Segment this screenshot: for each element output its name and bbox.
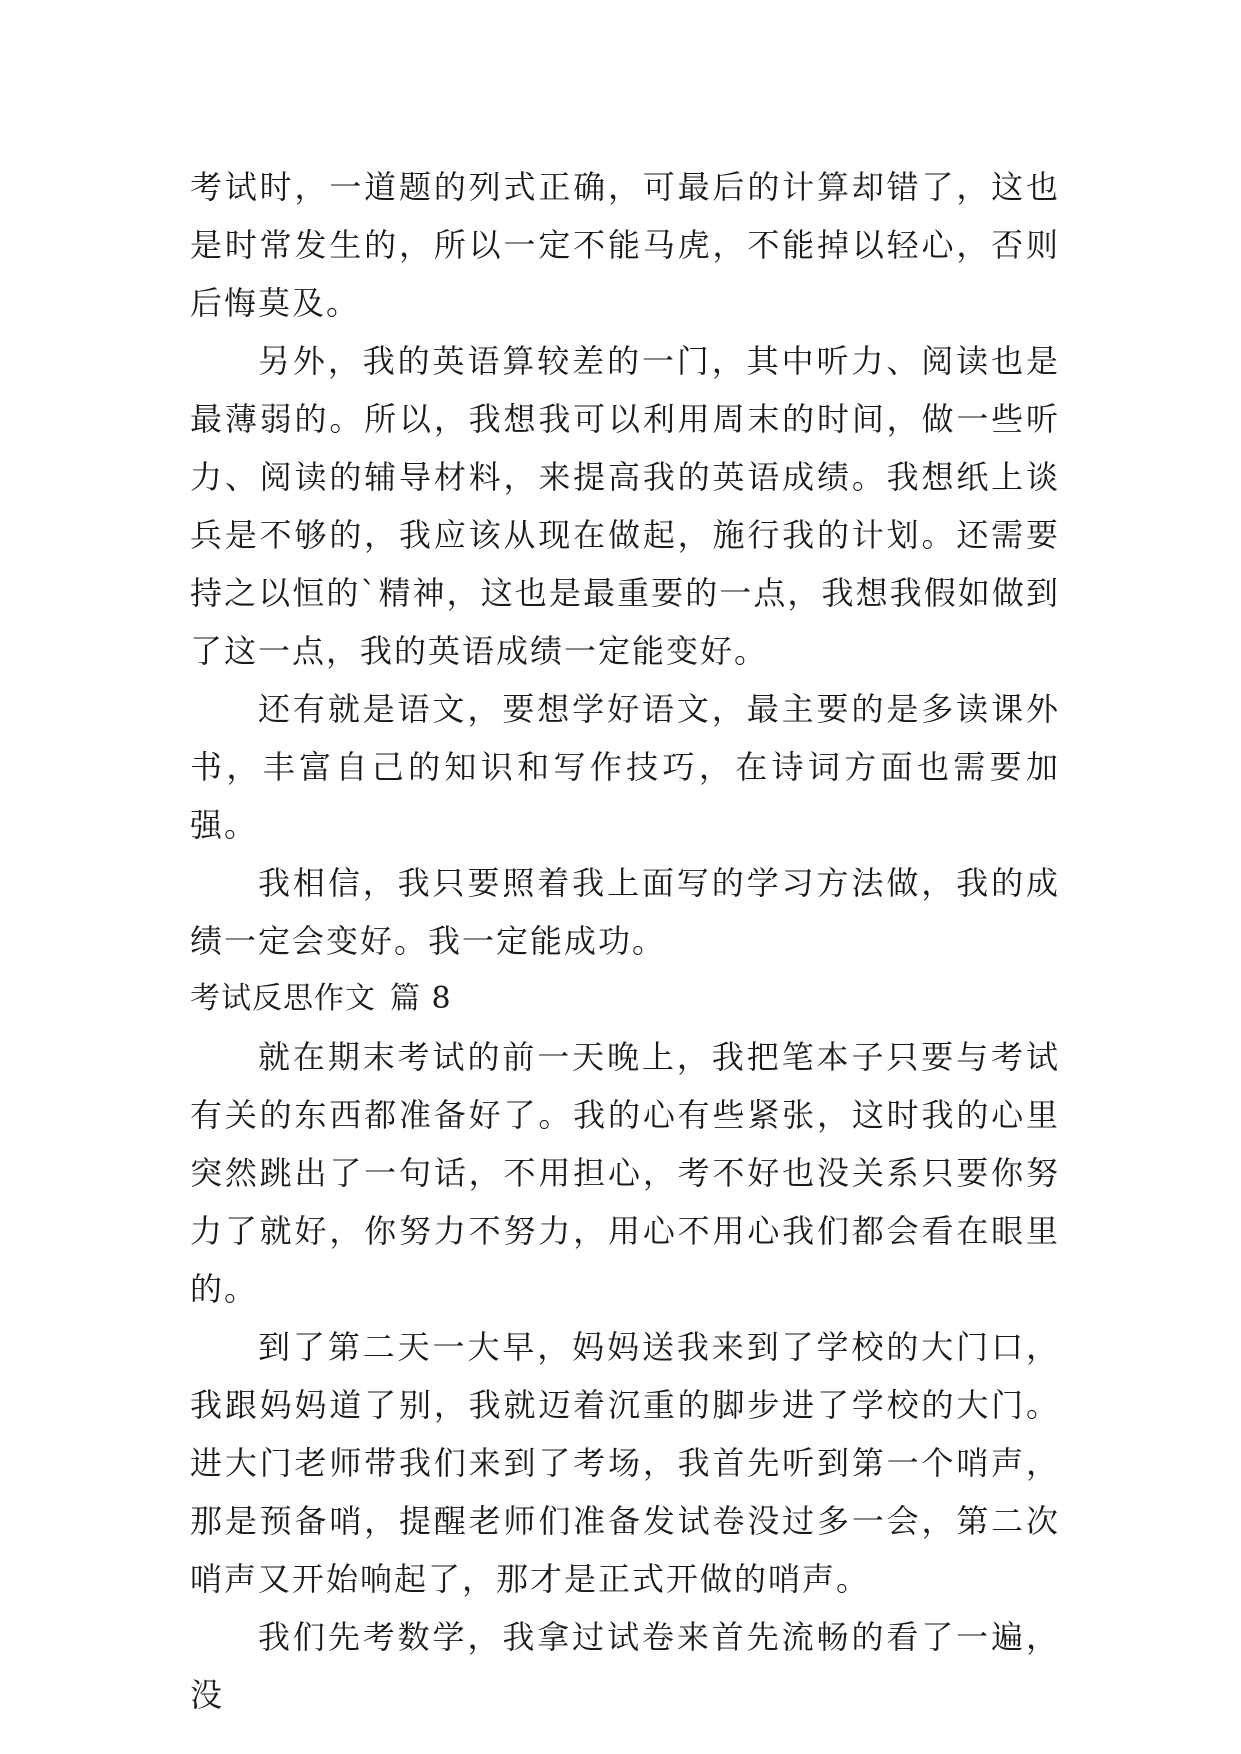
section-heading bbox=[190, 970, 1060, 1028]
paragraph-3: 还有就是语文，要想学好语文，最主要的是多读课外书，丰富自己的知识和写作技巧，在诗词方面也需要加强。 bbox=[190, 690, 1060, 844]
section-heading-part: 篇 8 bbox=[390, 981, 452, 1016]
paragraph-6: 到了第二天一大早，妈妈送我来到了学校的大门口，我跟妈妈道了别，我就迈着沉重的脚步进了学校的大门。进大门老师带我们来到了考场，我首先听到第一个哨声，那是预备哨，提醒老师们准备发试卷没过多一会，第二次哨声又开始响起了，那才是正式开做的哨声。 bbox=[190, 1328, 1060, 1598]
paragraph-4: 我相信，我只要照着我上面写的学习方法做，我的成绩一定会变好。我一定能成功。 bbox=[190, 864, 1060, 960]
section-heading-title: 考试反思作文 bbox=[190, 981, 376, 1016]
paragraph-5: 就在期末考试的前一天晚上，我把笔本子只要与考试有关的东西都准备好了。我的心有些紧张，这时我的心里突然跳出了一句话，不用担心，考不好也没关系只要你努力了就好，你努力不努力，用心不用心我们都会看在眼里的。 bbox=[190, 1038, 1060, 1308]
paragraph-1: 考试时，一道题的列式正确，可最后的计算却错了，这也是时常发生的，所以一定不能马虎，不能掉以轻心，否则后悔莫及。 bbox=[190, 168, 1060, 322]
document-body bbox=[190, 158, 1060, 1724]
paragraph-7: 我们先考数学，我拿过试卷来首先流畅的看了一遍，没 bbox=[190, 1618, 1060, 1714]
paragraph-2: 另外，我的英语算较差的一门，其中听力、阅读也是最薄弱的。所以，我想我可以利用周末的时间，做一些听力、阅读的辅导材料，来提高我的英语成绩。我想纸上谈兵是不够的，我应该从现在做起，施行我的计划。还需要持之以恒的`精神，这也是最重要的一点，我想我假如做到了这一点，我的英语成绩一定能变好。 bbox=[190, 342, 1060, 670]
